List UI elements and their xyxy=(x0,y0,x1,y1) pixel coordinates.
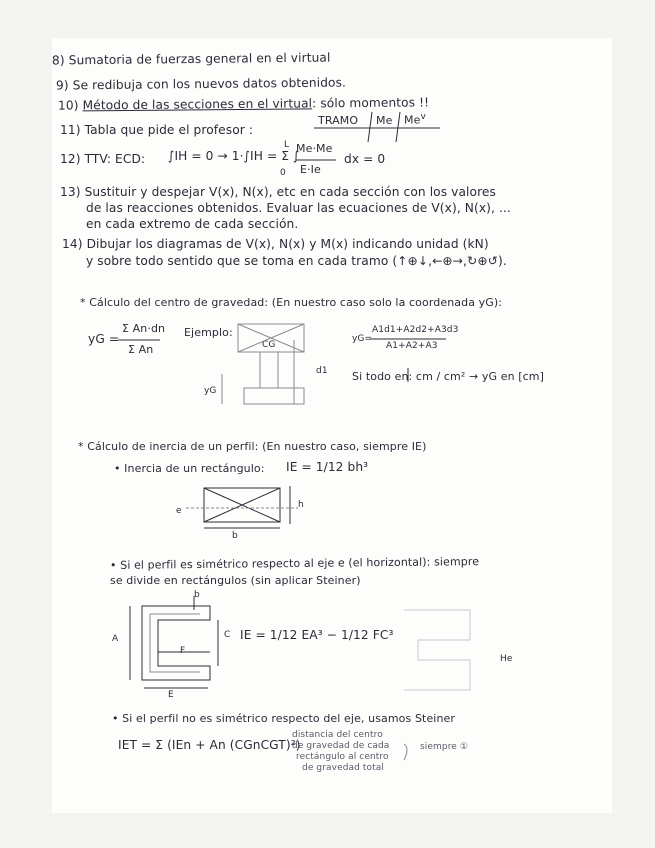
label-d1: d1 xyxy=(316,366,328,376)
steiner-note-1: distancia del centro xyxy=(292,730,383,740)
step-14-text: Dibujar los diagramas de V(x), N(x) y M(x) indicando unidad (kN) xyxy=(86,237,489,251)
steiner-note-3: rectángulo al centro xyxy=(296,752,389,762)
label-b: b xyxy=(232,531,238,541)
step-11-text: Tabla que pide el profesor : xyxy=(84,123,254,137)
centroid-formula-den: A1+A2+A3 xyxy=(386,341,438,351)
step-8-num: 8) xyxy=(51,53,65,68)
steiner-note-2: de gravedad de cada xyxy=(292,741,390,751)
label-C: C xyxy=(224,630,231,640)
table-vline-1 xyxy=(368,112,372,142)
ttv-lhs: ∫IH = 0 → 1·∫IH = Σ ∫ xyxy=(168,149,300,163)
step-10-text: : sólo momentos !! xyxy=(312,95,430,111)
table-col-me-v: Me$^v$ xyxy=(404,112,426,127)
sym-formula: IE = 1/12 EA³ − 1/12 FC³ xyxy=(240,628,394,642)
table-vline-2 xyxy=(396,112,400,142)
step-11-num: 11) xyxy=(60,123,81,137)
centroid-den: Σ An xyxy=(128,343,154,356)
inertia-rectangle xyxy=(186,486,298,528)
centroid-heading: * Cálculo del centro de gravedad: (En nuestro caso solo la coordenada yG): xyxy=(80,296,503,309)
step-13-line3: en cada extremo de cada sección. xyxy=(86,217,299,231)
c-profile-section xyxy=(130,596,218,688)
label-he: He xyxy=(500,654,513,664)
step-13-text: Sustituir y despejar V(x), N(x), etc en cada sección con los valores xyxy=(84,185,496,199)
step-12-text: TTV: ECD: xyxy=(84,152,146,166)
step-14-num: 14) xyxy=(62,237,83,251)
steiner-formula: IET = Σ (IEn + An (CGnCGT)²) xyxy=(118,738,301,752)
centroid-num: Σ An·dn xyxy=(122,322,166,335)
label-cg: CG xyxy=(262,340,276,350)
label-e: e xyxy=(176,506,182,516)
step-10-underlined: Método de las secciones en el virtual xyxy=(82,96,313,113)
step-13-line2: de las reacciones obtenidos. Evaluar las ecuaciones de V(x), N(x), ... xyxy=(86,201,511,215)
centroid-formula-num: A1d1+A2d2+A3d3 xyxy=(372,325,459,335)
label-h: h xyxy=(298,500,304,510)
ttv-frac-num: Me·Me xyxy=(296,142,333,155)
example-section xyxy=(222,324,304,404)
inertia-heading: * Cálculo de inercia de un perfil: (En nuestro caso, siempre IE) xyxy=(78,440,427,453)
label-yg: yG xyxy=(204,386,217,396)
bleed-through-profile xyxy=(404,610,470,690)
step-9-text: Se redibuja con los nuevos datos obtenidos. xyxy=(72,75,347,93)
label-b-small: b xyxy=(194,590,200,600)
centroid-formula-yg: yG= xyxy=(352,334,373,344)
sym-text: • Si el perfil es simétrico respecto al eje e (el horizontal): siempre xyxy=(109,555,480,572)
ttv-tail: dx = 0 xyxy=(344,152,386,166)
ttv-frac-den: E·Ie xyxy=(300,163,321,176)
label-E: E xyxy=(168,690,174,700)
label-F: F xyxy=(180,646,186,656)
rect-formula: IE = 1/12 bh³ xyxy=(286,460,369,474)
centroid-ejemplo: Ejemplo: xyxy=(184,326,233,339)
sym-text2: se divide en rectángulos (sin aplicar Steiner) xyxy=(110,574,361,587)
step-10-num: 10) xyxy=(57,98,79,113)
centroid-yg: yG = xyxy=(88,332,120,346)
step-13-num: 13) xyxy=(60,185,81,199)
nonsym-text: • Si el perfil no es simétrico respecto del eje, usamos Steiner xyxy=(112,712,456,725)
ttv-lim-bot: 0 xyxy=(280,168,286,178)
step-9-num: 9) xyxy=(55,78,69,93)
table-col-tramo: TRAMO xyxy=(318,114,359,127)
rect-label: • Inercia de un rectángulo: xyxy=(114,462,265,475)
step-14-line2: y sobre todo sentido que se toma en cada tramo (↑⊕↓,←⊕→,↻⊕↺). xyxy=(86,254,507,268)
siempre-note: siempre ① xyxy=(420,742,469,752)
label-A: A xyxy=(112,634,119,644)
steiner-note-4: de gravedad total xyxy=(302,763,384,773)
centroid-note: Si todo en: cm / cm² → yG en [cm] xyxy=(352,370,544,383)
step-8-text: Sumatoria de fuerzas general en el virtual xyxy=(68,50,331,68)
step-12-num: 12) xyxy=(60,152,81,166)
table-col-me: Me xyxy=(376,114,393,127)
ttv-lim-top: L xyxy=(284,140,290,150)
